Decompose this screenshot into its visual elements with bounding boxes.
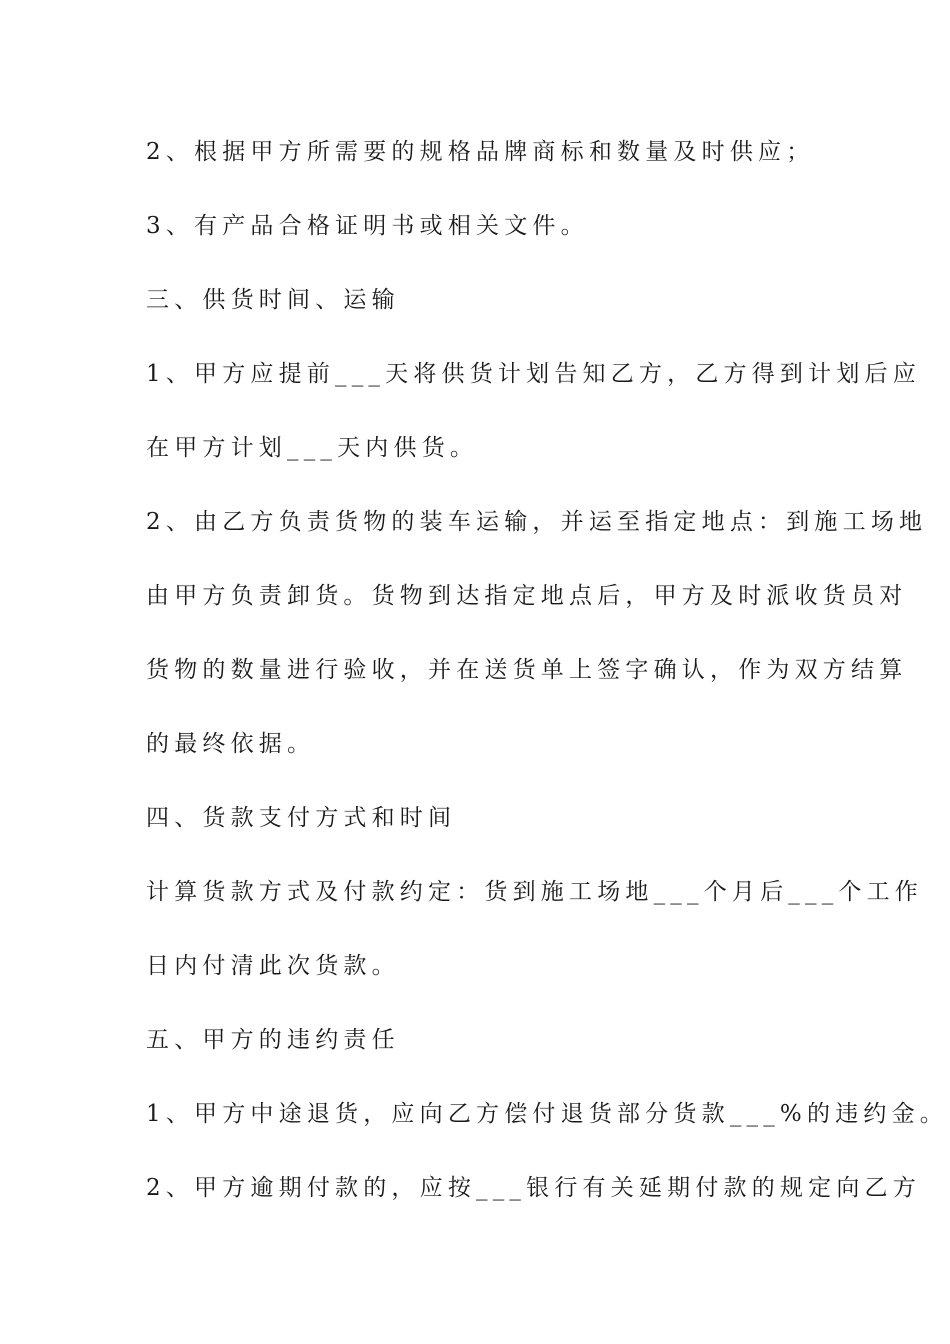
section-heading: 四、货款支付方式和时间 [146,805,457,831]
text-line: 由甲方负责卸货。货物到达指定地点后，甲方及时派收货员对 [146,583,908,609]
text-line: 1、甲方中途退货，应向乙方偿付退货部分货款___%的违约金。 [146,1101,948,1127]
text-line: 1、甲方应提前___天将供货计划告知乙方，乙方得到计划后应 [146,361,921,387]
text-line: 计算货款方式及付款约定：货到施工场地___个月后___个工作 [146,879,923,905]
section-heading: 五、甲方的违约责任 [146,1027,400,1053]
text-line: 日内付清此次货款。 [146,953,400,979]
text-line: 3、有产品合格证明书或相关文件。 [146,213,589,239]
text-line: 的最终依据。 [146,731,316,757]
text-line: 2、根据甲方所需要的规格品牌商标和数量及时供应； [146,139,815,165]
section-heading: 三、供货时间、运输 [146,287,400,313]
text-line: 在甲方计划___天内供货。 [146,435,479,461]
text-line: 2、甲方逾期付款的，应按___银行有关延期付款的规定向乙方 [146,1175,921,1201]
text-line: 货物的数量进行验收，并在送货单上签字确认，作为双方结算 [146,657,908,683]
text-line: 2、由乙方负责货物的装车运输，并运至指定地点：到施工场地 [146,509,928,535]
